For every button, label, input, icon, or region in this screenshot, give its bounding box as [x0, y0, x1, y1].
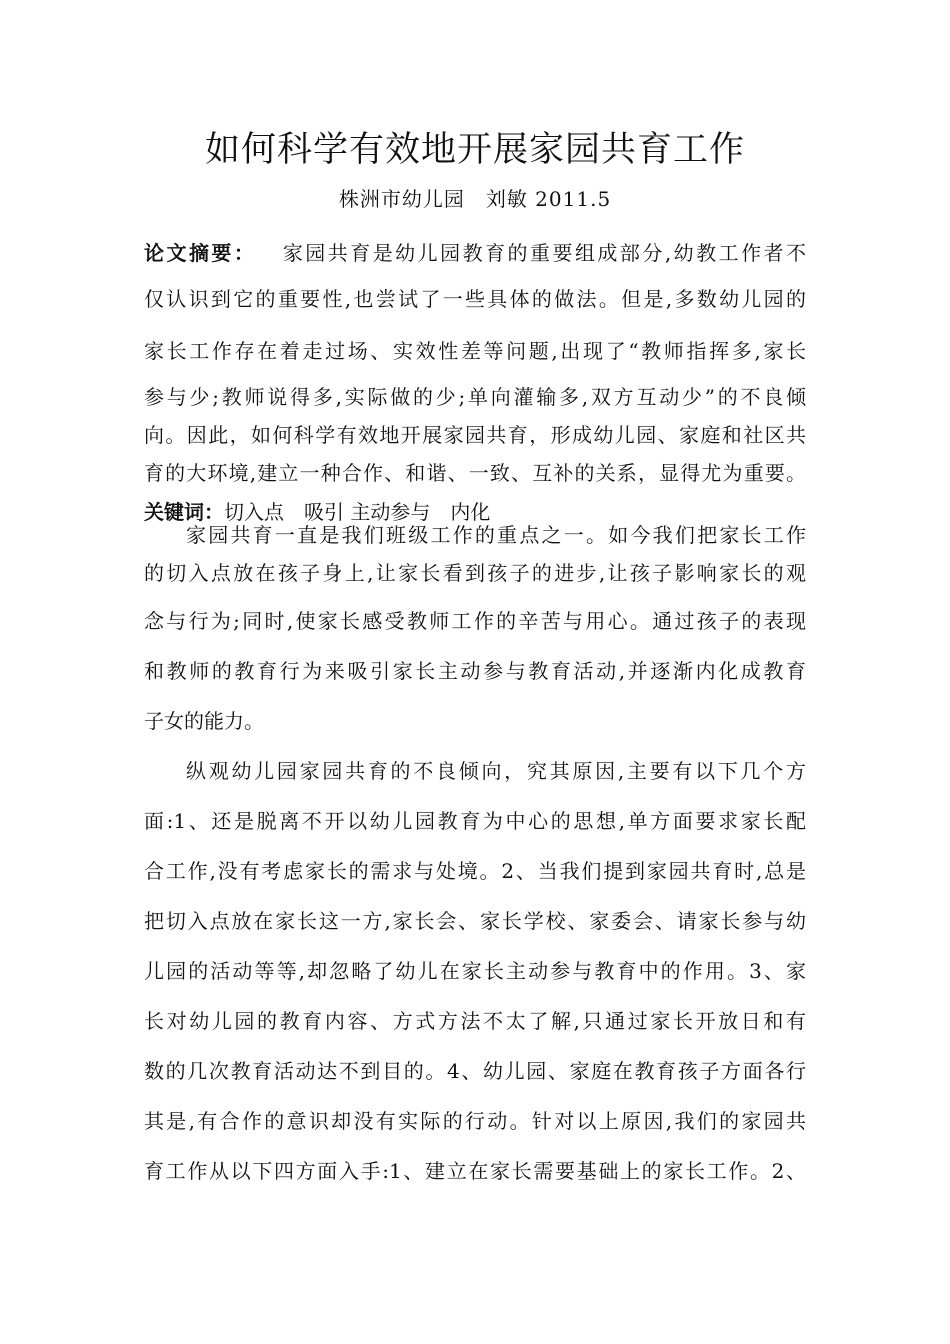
abstract-line: [144, 236, 806, 270]
paragraph-line: 面:1、还是脱离不开以幼儿园教育为中心的思想,单方面要求家长配: [144, 809, 806, 833]
paragraph-line: 数的几次教育活动达不到目的。4、幼儿园、家庭在教育孩子方面各行: [144, 1059, 806, 1083]
keywords-label: 关键词：: [144, 500, 224, 524]
author-byline: 株洲市幼儿园 刘敏 2011.5: [338, 187, 612, 211]
paragraph-line: 育工作从以下四方面入手:1、建立在家长需要基础上的家长工作。2、: [144, 1159, 806, 1183]
paragraph-line: 家园共育一直是我们班级工作的重点之一。如今我们把家长工作: [186, 523, 806, 547]
keywords-text: 切入点 吸引 主动参与 内化: [224, 500, 491, 524]
document-title: 如何科学有效地开展家园共育工作: [204, 130, 745, 170]
paragraph-line: 纵观幼儿园家园共育的不良倾向，究其原因,主要有以下几个方: [186, 759, 806, 783]
paragraph-line: 的切入点放在孩子身上,让家长看到孩子的进步,让孩子影响家长的观: [144, 561, 806, 585]
abstract-label: 论文摘要：: [144, 241, 257, 265]
abstract-line: 仅认识到它的重要性,也尝试了一些具体的做法。但是,多数幼儿园的: [144, 287, 806, 311]
paragraph-line: 长对幼儿园的教育内容、方式方法不太了解,只通过家长开放日和有: [144, 1009, 806, 1033]
paragraph-line: 其是,有合作的意识却没有实际的行动。针对以上原因,我们的家园共: [144, 1109, 806, 1133]
abstract-line: 育的大环境,建立一种合作、和谐、一致、互补的关系，显得尤为重要。: [144, 461, 806, 485]
abstract-text: 家园共育是幼儿园教育的重要组成部分,幼教工作者不: [280, 241, 806, 265]
abstract-line: 家长工作存在着走过场、实效性差等问题,出现了“教师指挥多,家长: [144, 339, 806, 363]
paragraph-line: 念与行为;同时,使家长感受教师工作的辛苦与用心。通过孩子的表现: [144, 609, 806, 633]
abstract-line: 向。因此，如何科学有效地开展家园共育，形成幼儿园、家庭和社区共: [144, 423, 806, 447]
abstract-line: 参与少;教师说得多,实际做的少;单向灌输多,双方互动少”的不良倾: [144, 385, 806, 409]
paragraph-line: 子女的能力。: [144, 709, 264, 733]
paragraph-line: 合工作,没有考虑家长的需求与处境。2、当我们提到家园共育时,总是: [144, 859, 806, 883]
paragraph-line: 儿园的活动等等,却忽略了幼儿在家长主动参与教育中的作用。3、家: [144, 959, 806, 983]
paragraph-line: 和教师的教育行为来吸引家长主动参与教育活动,并逐渐内化成教育: [144, 659, 806, 683]
paragraph-line: 把切入点放在家长这一方,家长会、家长学校、家委会、请家长参与幼: [144, 909, 806, 933]
